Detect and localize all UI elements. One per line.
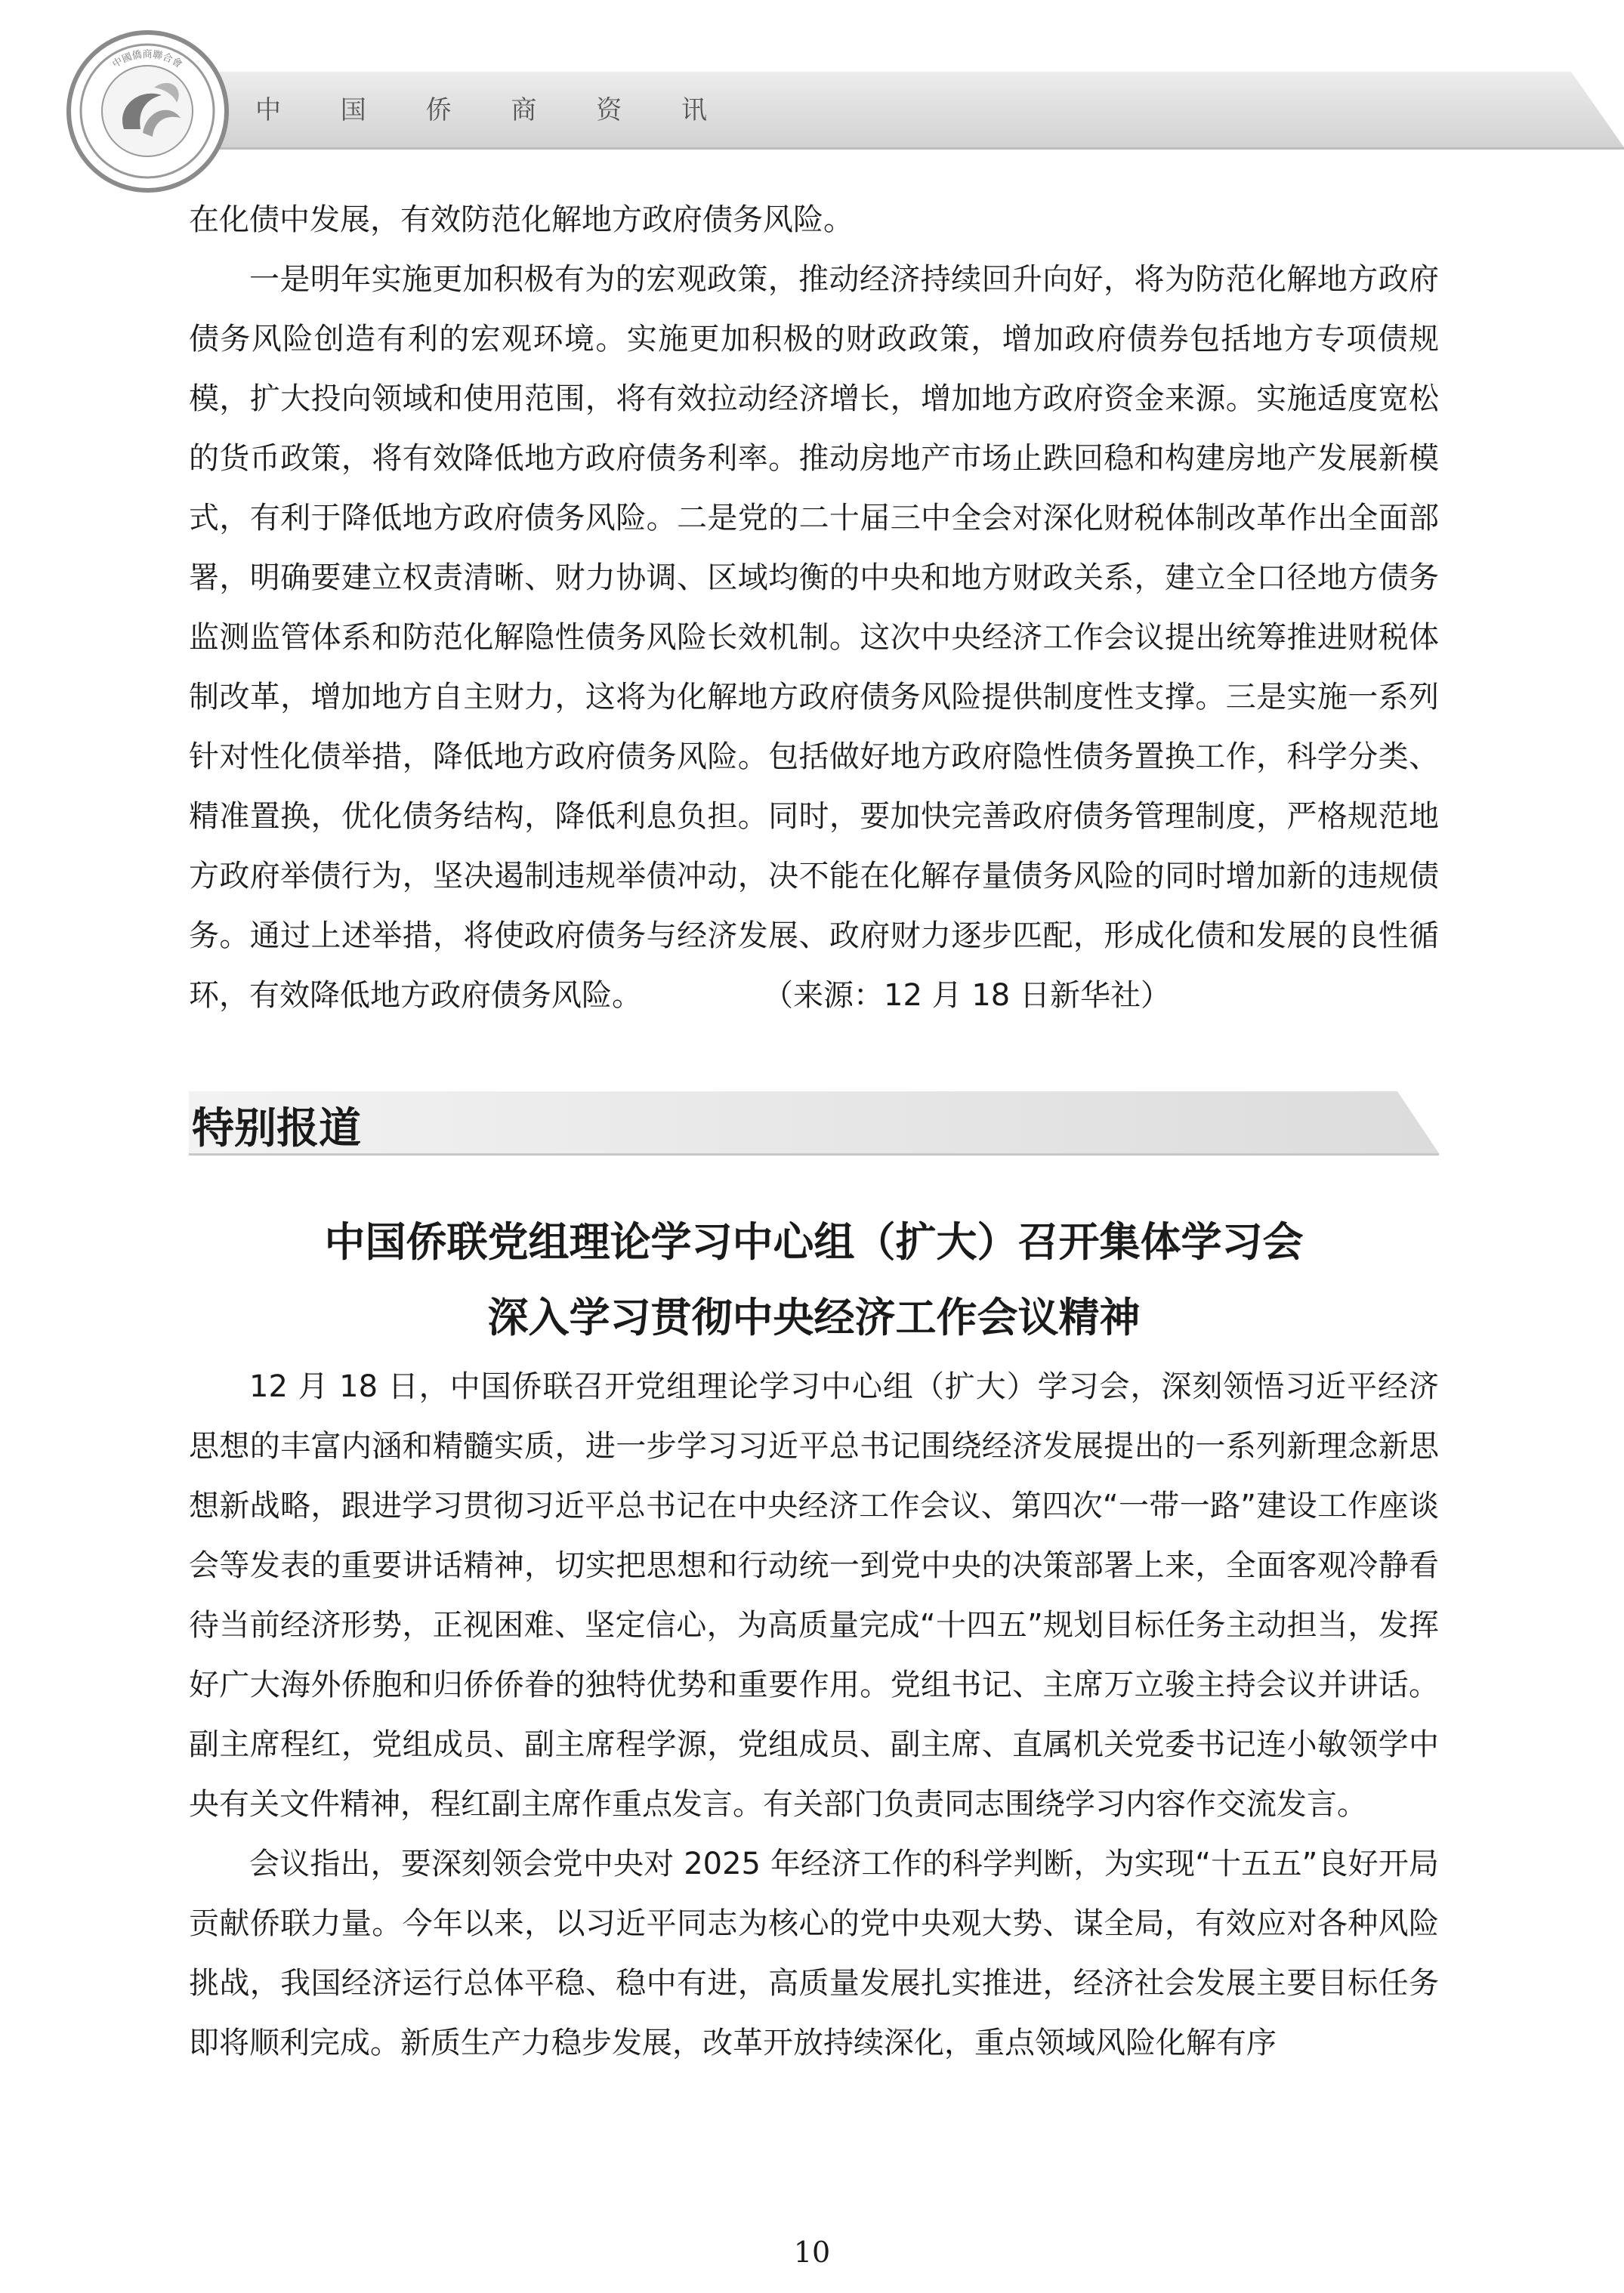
section-rule (189, 1153, 1439, 1156)
section-banner (189, 1091, 1439, 1153)
publication-title: 中 国 侨 商 资 讯 (255, 95, 733, 125)
article-body (189, 1357, 1439, 2073)
paragraph: 会议指出，要深刻领会党中央对 2025 年经济工作的科学判断，为实现“十五五”良好开局贡献侨联力量。今年以来，以习近平同志为核心的党中央观大势、谋全局，有效应对各种风险挑战，我国经济运行总体平稳、稳中有进，高质量发展扎实推进，经济社会发展主要目标任务即将顺利完成。新质生产力稳步发展，改革开放持续深化，重点领域风险化解有序 (189, 1847, 1439, 2060)
header-band-notch (1571, 72, 1624, 147)
logo-text: 中國僑商聯合會 (110, 49, 184, 71)
article-title-line-2: 深入学习贯彻中央经济工作会议精神 (487, 1294, 1141, 1341)
paragraph: 12 月 18 日，中国侨联召开党组理论学习中心组（扩大）学习会，深刻领悟习近平经济思想的丰富内涵和精髓实质，进一步学习习近平总书记围绕经济发展提出的一系列新理念新思想新战略，跟进学习贯彻习近平总书记在中央经济工作会议、第四次“一带一路”建设工作座谈会等发表的重要讲话精神，切实把思想和行动统一到党中央的决策部署上来，全面客观冷静看待当前经济形势，正视困难、坚定信心，为高质量完成“十四五”规划目标任务主动担当，发挥好广大海外侨胞和归侨侨眷的独特优势和重要作用。党组书记、主席万立骏主持会议并讲话。副主席程红，党组成员、副主席程学源，党组成员、副主席、直属机关党委书记连小敏领学中央有关文件精神，程红副主席作重点发言。有关部门负责同志围绕学习内容作交流发言。 (189, 1369, 1439, 1822)
source-note: （来源：12 月 18 日新华社） (763, 978, 1171, 1013)
article-title-line-1: 中国侨联党组理论学习中心组（扩大）召开集体学习会 (324, 1218, 1304, 1266)
association-logo (66, 30, 229, 193)
page-number: 10 (793, 2236, 831, 2269)
header-rule (162, 147, 1624, 150)
top-article (189, 190, 1439, 1026)
logo-emblem-icon (71, 35, 224, 188)
section-title: 特别报道 (192, 1103, 361, 1153)
paragraph: 在化债中发展，有效防范化解地方政府债务风险。 (189, 202, 854, 237)
paragraph-text: 一是明年实施更加积极有为的宏观政策，推动经济持续回升向好，将为防范化解地方政府债务风险创造有利的宏观环境。实施更加积极的财政政策，增加政府债券包括地方专项债规模，扩大投向领域和使用范围，将有效拉动经济增长，增加地方政府资金来源。实施适度宽松的货币政策，将有效降低地方政府债务利率。推动房地产市场止跌回稳和构建房地产发展新模式，有利于降低地方政府债务风险。二是党的二十届三中全会对深化财税体制改革作出全面部署，明确要建立权责清晰、财力协调、区域均衡的中央和地方财政关系，建立全口径地方债务监测监管体系和防范化解隐性债务风险长效机制。这次中央经济工作会议提出统筹推进财税体制改革，增加地方自主财力，这将为化解地方政府债务风险提供制度性支撑。三是实施一系列针对性化债举措，降低地方政府债务风险。包括做好地方政府隐性债务置换工作，科学分类、精准置换，优化债务结构，降低利息负担。同时，要加快完善政府债务管理制度，严格规范地方政府举债行为，坚决遏制违规举债冲动，决不能在化解存量债务风险的同时增加新的违规债务。通过上述举措，将使政府债务与经济发展、政府财力逐步匹配，形成化债和发展的良性循环，有效降低地方政府债务风险。 (189, 262, 1439, 1013)
paragraph (189, 250, 1439, 1026)
